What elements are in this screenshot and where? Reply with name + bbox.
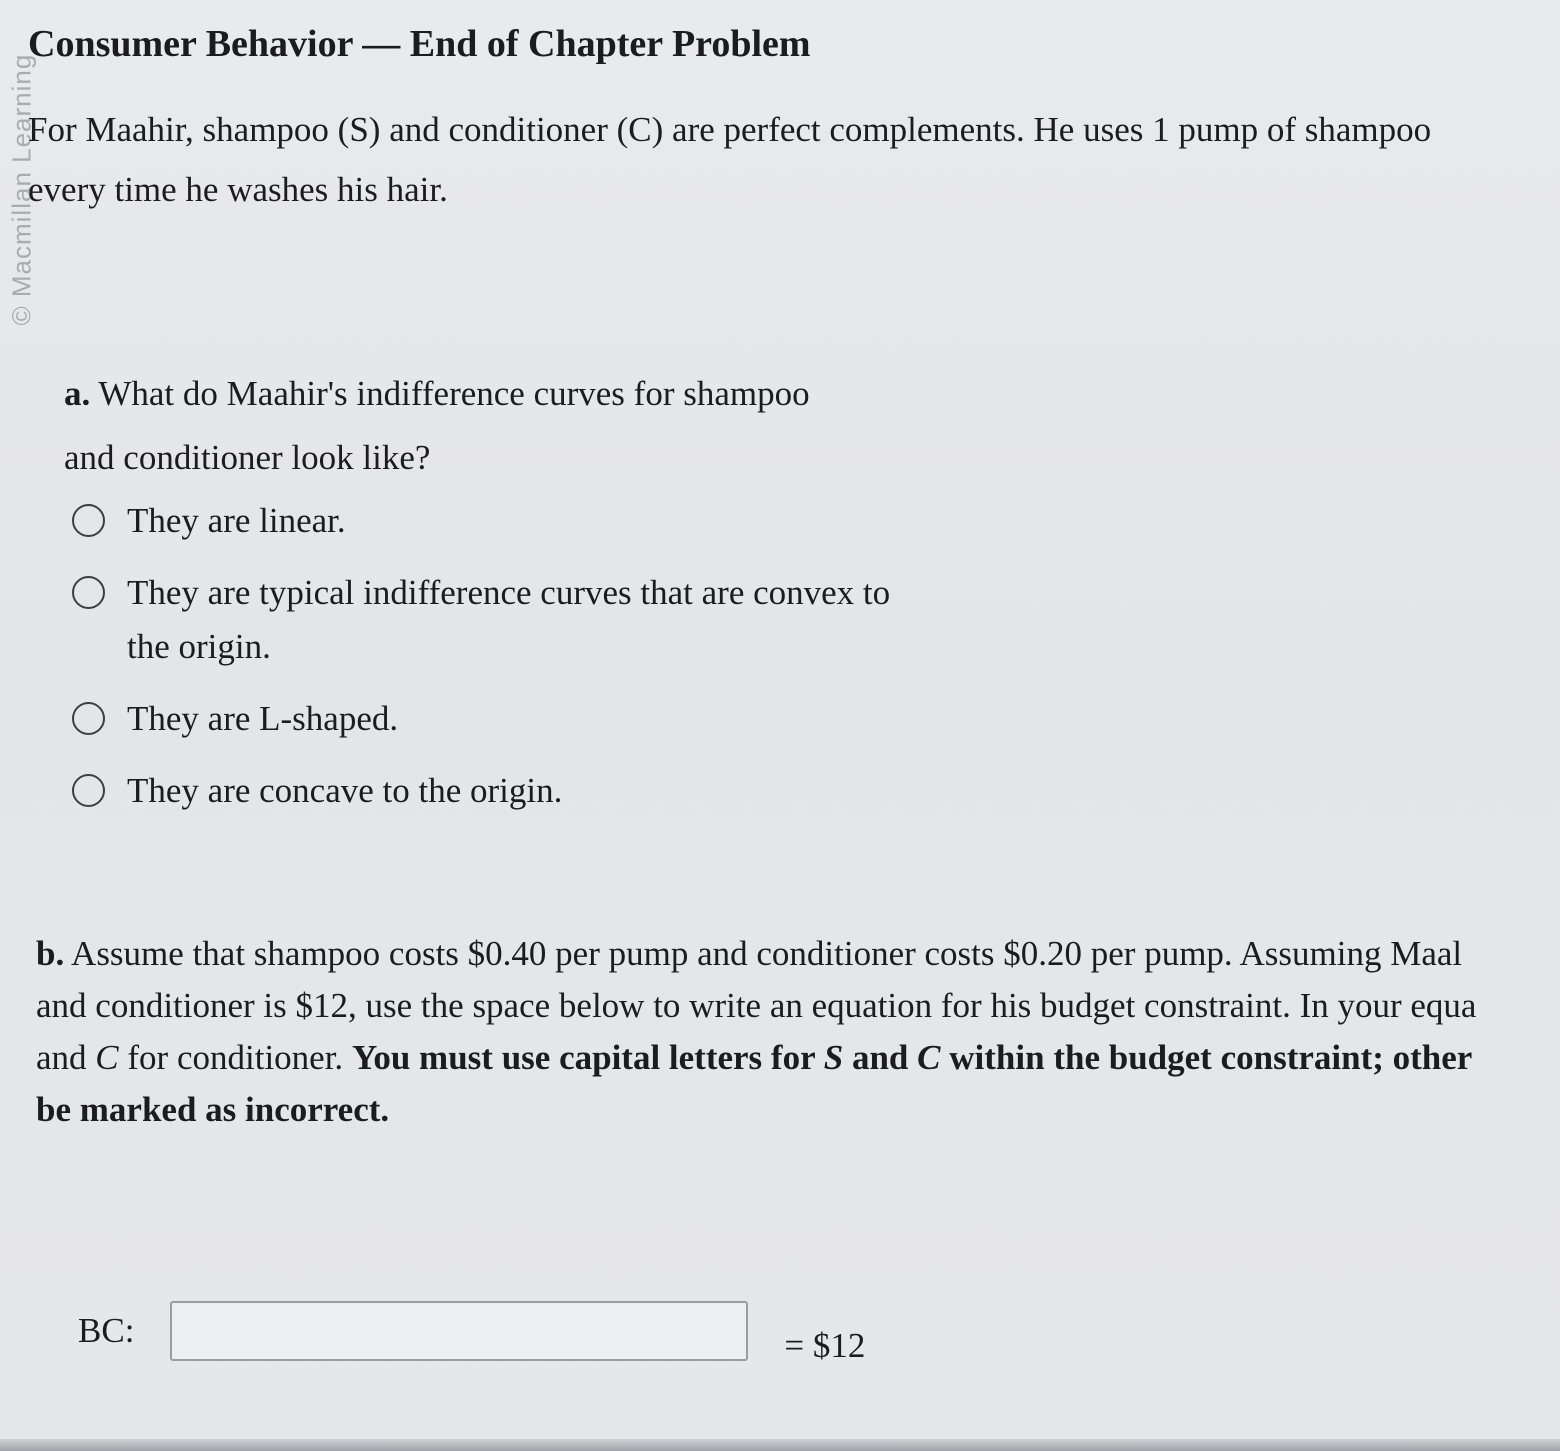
- option-convex[interactable]: [64, 566, 964, 674]
- part-b-line-3: [36, 1032, 1560, 1084]
- option-linear[interactable]: [64, 494, 964, 548]
- intro-line-1: For Maahir, shampoo (S) and conditioner (C) are perfect complements. He uses 1 pump of shampoo: [28, 110, 1432, 149]
- problem-intro: [28, 100, 1560, 220]
- option-label: They are concave to the origin.: [127, 771, 563, 810]
- option-l-shaped[interactable]: [64, 692, 964, 746]
- option-label: They are linear.: [127, 501, 346, 540]
- radio-button[interactable]: [72, 504, 105, 537]
- part-a-question: [64, 362, 964, 490]
- radio-button[interactable]: [72, 576, 105, 609]
- budget-constraint-row: [78, 1296, 865, 1366]
- part-a-question-line-1: [64, 362, 964, 426]
- part-a-section: [64, 362, 964, 836]
- part-b-line-1: [36, 928, 1560, 980]
- part-b-question: [36, 928, 1560, 1136]
- instruction-bold-1: You must use capital letters for: [351, 1038, 824, 1077]
- variable-c: C: [95, 1038, 119, 1077]
- radio-button[interactable]: [72, 702, 105, 735]
- part-b-text-and: and: [36, 1038, 96, 1077]
- bc-equals-total: = $12: [784, 1326, 866, 1365]
- page-title: Consumer Behavior — End of Chapter Problem: [28, 23, 811, 65]
- variable-s-bold: S: [823, 1038, 844, 1077]
- copyright-watermark: © Macmillan Learning: [6, 53, 37, 326]
- part-b-line-2: and conditioner is $12, use the space below to write an equation for his budget constraint. In your equa: [36, 986, 1477, 1025]
- variable-c-bold: C: [917, 1038, 941, 1077]
- part-b-label: b.: [36, 934, 65, 973]
- option-concave[interactable]: [64, 764, 964, 818]
- part-a-question-text-1: What do Maahir's indifference curves for shampoo: [90, 374, 810, 413]
- intro-line-2: every time he washes his hair.: [28, 170, 448, 209]
- instruction-bold-2: and: [843, 1038, 918, 1077]
- radio-button[interactable]: [72, 774, 105, 807]
- instruction-bold-3: within the budget constraint; other: [940, 1038, 1473, 1077]
- option-label: They are typical indifference curves that are convex to the origin.: [127, 573, 891, 666]
- bc-label: BC:: [78, 1311, 135, 1350]
- part-b-line-4: be marked as incorrect.: [36, 1090, 390, 1129]
- budget-constraint-input[interactable]: [170, 1301, 748, 1361]
- part-a-label: a.: [64, 374, 91, 413]
- part-a-question-line-2: and conditioner look like?: [64, 438, 431, 477]
- part-b-text-for-conditioner: for conditioner.: [118, 1038, 352, 1077]
- screen-bottom-edge: [0, 1439, 1560, 1451]
- option-label: They are L-shaped.: [127, 699, 399, 738]
- part-a-options: [64, 494, 964, 818]
- part-b-text-1: Assume that shampoo costs $0.40 per pump and conditioner costs $0.20 per pump. Assuming Maal: [64, 934, 1463, 973]
